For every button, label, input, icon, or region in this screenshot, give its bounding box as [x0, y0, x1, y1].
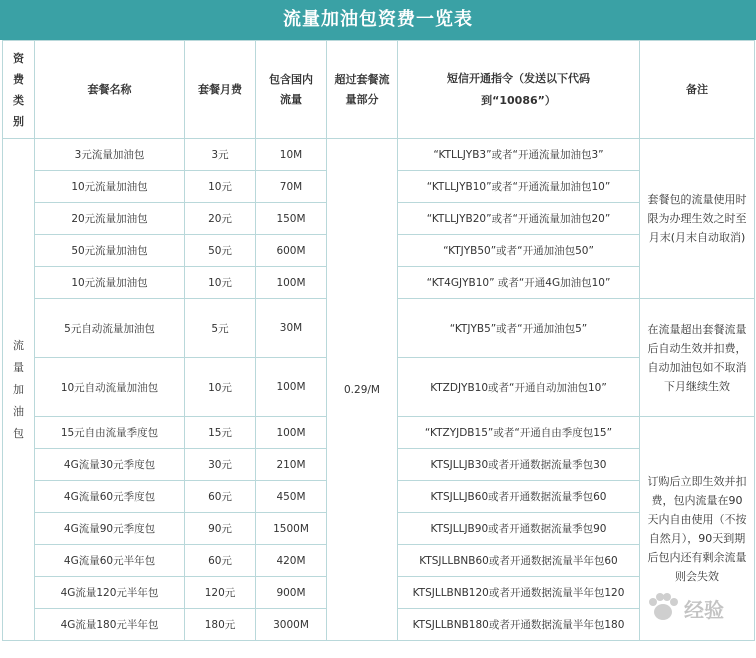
- cell-flow: 600M: [256, 235, 327, 267]
- page-title: 流量加油包资费一览表: [0, 0, 756, 40]
- cell-flow: 100M: [256, 267, 327, 299]
- tariff-table: [2, 40, 755, 641]
- cell-name: 4G流量60元季度包: [35, 481, 185, 513]
- cell-flow: 100M: [256, 358, 327, 417]
- cell-name: 5元自动流量加油包: [35, 299, 185, 358]
- cell-fee: 30元: [185, 449, 256, 481]
- header-sms: 短信开通指令（发送以下代码到“10086”）: [398, 41, 640, 139]
- cell-fee: 10元: [185, 358, 256, 417]
- cell-fee: 60元: [185, 481, 256, 513]
- header-fee: 套餐月费: [185, 41, 256, 139]
- remark-group-2: 在流量超出套餐流量后自动生效并扣费，自动加油包如不取消下月继续生效: [640, 299, 755, 417]
- cell-sms: “KT4GJYB10” 或者“开通4G加油包10”: [398, 267, 640, 299]
- watermark-text: 经验: [684, 598, 724, 622]
- remark-group-3: 订购后立即生效并扣费，包内流量在90天内自由使用（不按自然月），90天到期后包内还有剩余流量则会失效: [640, 417, 755, 641]
- cell-sms: KTZDJYB10或者“开通自动加油包10”: [398, 358, 640, 417]
- cell-name: 4G流量30元季度包: [35, 449, 185, 481]
- cell-fee: 90元: [185, 513, 256, 545]
- header-domestic: 包含国内流量: [256, 41, 327, 139]
- cell-name: 4G流量90元季度包: [35, 513, 185, 545]
- cell-fee: 10元: [185, 267, 256, 299]
- cell-flow: 30M: [256, 299, 327, 358]
- cell-sms: KTSJLLBNB60或者开通数据流量半年包60: [398, 545, 640, 577]
- cell-sms: KTSJLLJB60或者开通数据流量季包60: [398, 481, 640, 513]
- cell-name: 4G流量60元半年包: [35, 545, 185, 577]
- watermark: [646, 588, 738, 628]
- cell-name: 10元流量加油包: [35, 267, 185, 299]
- cell-flow: 10M: [256, 139, 327, 171]
- cell-name: 50元流量加油包: [35, 235, 185, 267]
- cell-sms: “KTJYB50”或者“开通加油包50”: [398, 235, 640, 267]
- header-name: 套餐名称: [35, 41, 185, 139]
- cell-name: 4G流量120元半年包: [35, 577, 185, 609]
- cell-fee: 10元: [185, 171, 256, 203]
- cell-name: 10元自动流量加油包: [35, 358, 185, 417]
- cell-fee: 15元: [185, 417, 256, 449]
- cell-name: 4G流量180元半年包: [35, 609, 185, 641]
- cell-flow: 1500M: [256, 513, 327, 545]
- cell-fee: 50元: [185, 235, 256, 267]
- header-overage: 超过套餐流量部分: [327, 41, 398, 139]
- header-row: [3, 41, 755, 139]
- cell-sms: KTSJLLBNB120或者开通数据流量半年包120: [398, 577, 640, 609]
- header-category: 资费类别: [3, 41, 35, 139]
- cell-flow: 100M: [256, 417, 327, 449]
- cell-flow: 210M: [256, 449, 327, 481]
- cell-flow: 150M: [256, 203, 327, 235]
- cell-name: 15元自由流量季度包: [35, 417, 185, 449]
- cell-sms: “KTLLJYB20”或者“开通流量加油包20”: [398, 203, 640, 235]
- overage-cell: 0.29/M: [327, 139, 398, 641]
- cell-name: 20元流量加油包: [35, 203, 185, 235]
- cell-flow: 420M: [256, 545, 327, 577]
- cell-sms: KTSJLLJB90或者开通数据流量季包90: [398, 513, 640, 545]
- cell-sms: “KTLLJYB3”或者“开通流量加油包3”: [398, 139, 640, 171]
- cell-fee: 120元: [185, 577, 256, 609]
- cell-fee: 5元: [185, 299, 256, 358]
- cell-fee: 20元: [185, 203, 256, 235]
- cell-fee: 180元: [185, 609, 256, 641]
- cell-sms: “KTJYB5”或者“开通加油包5”: [398, 299, 640, 358]
- cell-name: 10元流量加油包: [35, 171, 185, 203]
- cell-sms: “KTZYJDB15”或者“开通自由季度包15”: [398, 417, 640, 449]
- cell-sms: KTSJLLJB30或者开通数据流量季包30: [398, 449, 640, 481]
- cell-flow: 450M: [256, 481, 327, 513]
- cell-flow: 900M: [256, 577, 327, 609]
- header-remark: 备注: [640, 41, 755, 139]
- paw-logo-icon: [646, 590, 680, 624]
- cell-flow: 70M: [256, 171, 327, 203]
- cell-name: 3元流量加油包: [35, 139, 185, 171]
- category-cell: 流量加油包: [3, 139, 35, 641]
- remark-group-1: 套餐包的流量使用时限为办理生效之时至月末(月末自动取消): [640, 139, 755, 299]
- cell-flow: 3000M: [256, 609, 327, 641]
- cell-sms: KTSJLLBNB180或者开通数据流量半年包180: [398, 609, 640, 641]
- cell-sms: “KTLLJYB10”或者“开通流量加油包10”: [398, 171, 640, 203]
- table-row: [3, 139, 755, 171]
- cell-fee: 60元: [185, 545, 256, 577]
- cell-fee: 3元: [185, 139, 256, 171]
